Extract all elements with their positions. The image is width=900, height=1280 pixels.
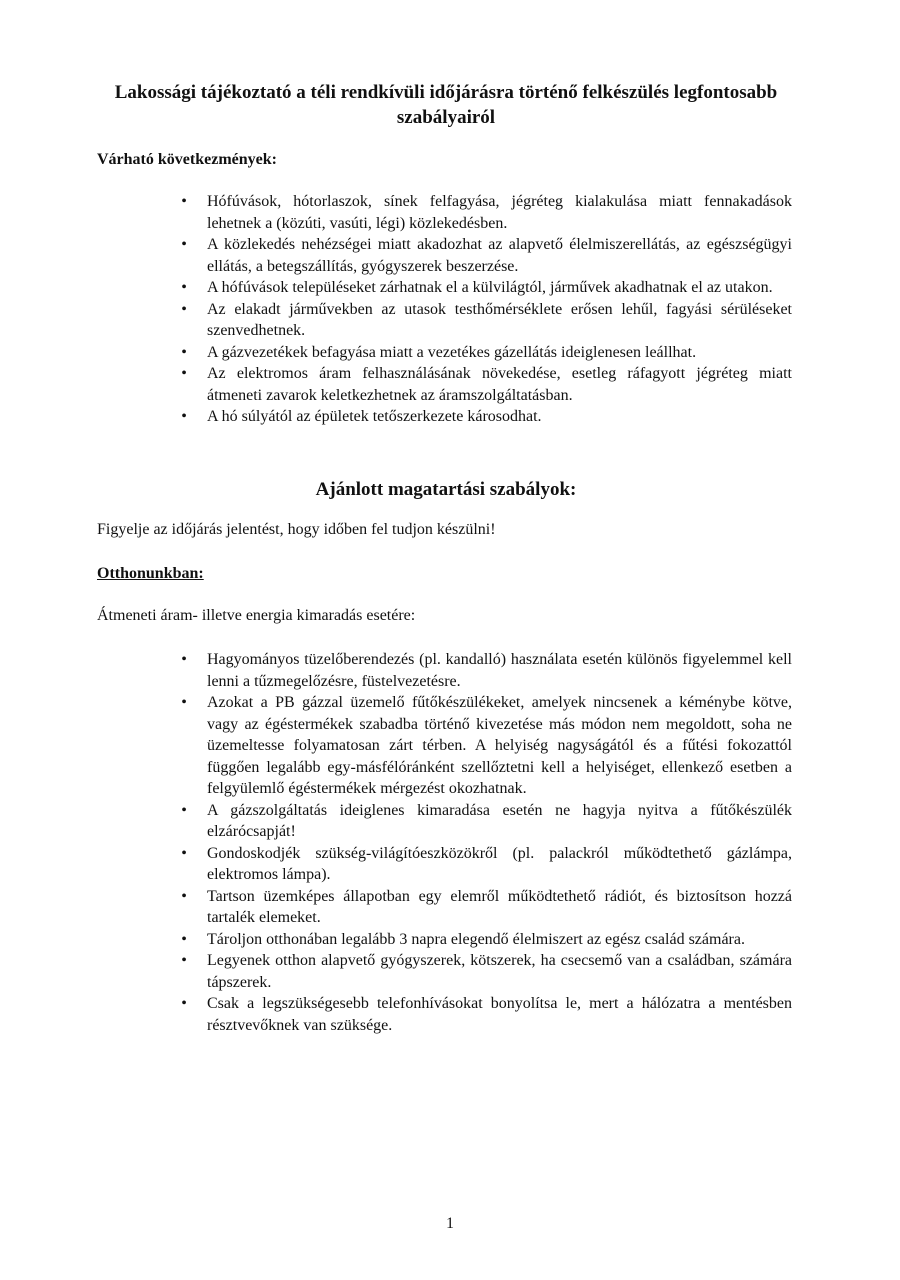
bullet-icon: •	[181, 651, 187, 668]
section-heading-consequences: Várható következmények:	[97, 151, 277, 168]
subintro-paragraph: Átmeneti áram- illetve energia kimaradás esetére:	[97, 607, 416, 624]
bullet-icon: •	[181, 408, 187, 425]
document-title: Lakossági tájékoztató a téli rendkívüli időjárásra történő felkészülés legfontosabb szabályairól	[114, 82, 778, 128]
list-item: • Tároljon otthonában legalább 3 napra elegendő élelmiszert az egész család számára.	[207, 929, 792, 951]
list-item: • Hófúvások, hótorlaszok, sínek felfagyása, jégréteg kialakulása miatt fennakadások lehetnek a (közúti, vasúti, légi) közlekedésben.	[207, 191, 792, 234]
list-item: • Hagyományos tüzelőberendezés (pl. kandalló) használata esetén különös figyelemmel kell lenni a tűzmegelőzésre, füstelvezetésre.	[207, 649, 792, 692]
bullet-icon: •	[181, 236, 187, 253]
list-item: • A gázszolgáltatás ideiglenes kimaradása esetén ne hagyja nyitva a fűtőkészülék elzárócsapját!	[207, 800, 792, 843]
list-item: • A gázvezetékek befagyása miatt a vezetékes gázellátás ideiglenesen leállhat.	[207, 342, 792, 364]
bullet-icon: •	[181, 952, 187, 969]
page-number: 1	[446, 1215, 454, 1232]
bullet-icon: •	[181, 343, 187, 361]
list-item: • Tartson üzemképes állapotban egy elemről működtethető rádiót, és biztosítson hozzá tartalék elemeket.	[207, 886, 792, 929]
section-heading-recommendations: Ajánlott magatartási szabályok:	[315, 479, 577, 500]
bullet-icon: •	[181, 193, 187, 210]
bullet-icon: •	[181, 887, 187, 905]
list-item: • Legyenek otthon alapvető gyógyszerek, kötszerek, ha csecsemő van a családban, számára tápszerek.	[207, 950, 792, 993]
list-item: • A hó súlyától az épületek tetőszerkezete károsodhat.	[207, 406, 792, 428]
list-item: • Csak a legszükségesebb telefonhívásokat bonyolítsa le, mert a hálózatra a mentésben résztvevőknek van szüksége.	[207, 993, 792, 1036]
list-item: • A hófúvások településeket zárhatnak el a külvilágtól, járművek akadhatnak el az utakon.	[207, 277, 792, 299]
list-item: • A közlekedés nehézségei miatt akadozhat az alapvető élelmiszerellátás, az egészségügyi ellátás, a betegszállítás, gyógyszerek beszerzése.	[207, 234, 792, 277]
list-item: • Gondoskodjék szükség-világítóeszközökről (pl. palackról működtethető gázlámpa, elektromos lámpa).	[207, 843, 792, 886]
bullet-icon: •	[181, 279, 187, 296]
bullet-icon: •	[181, 844, 187, 862]
recommendations-list	[181, 649, 792, 1036]
list-item: • Az elakadt járművekben az utasok testhőmérséklete erősen lehűl, fagyási sérüléseket szenvedhetnek.	[207, 299, 792, 342]
list-item: • Az elektromos áram felhasználásának növekedése, esetleg ráfagyott jégréteg miatt átmeneti zavarok keletkezhetnek az áramszolgáltatásban.	[207, 363, 792, 406]
bullet-icon: •	[181, 300, 187, 318]
consequences-list	[181, 191, 792, 428]
bullet-icon: •	[181, 694, 187, 711]
bullet-icon: •	[181, 365, 187, 382]
subheading-at-home: Otthonunkban:	[97, 565, 204, 582]
bullet-icon: •	[181, 801, 187, 819]
bullet-icon: •	[181, 930, 187, 948]
list-item: • Azokat a PB gázzal üzemelő fűtőkészülékeket, amelyek nincsenek a kéménybe kötve, vagy az égéstermékek szabadba történő kivezetése más módon nem megoldott, soha ne üzemeltesse folyamatosan zárt térben. A helyiség nagyságától és a fűtési fokozattól függően legalább egy-másfélóránként szellőztetni kell a helyiséget, ellenkező esetben a felgyülemlő égéstermékek mérgezést okozhatnak.	[207, 692, 792, 800]
bullet-icon: •	[181, 995, 187, 1012]
intro-paragraph: Figyelje az időjárás jelentést, hogy időben fel tudjon készülni!	[97, 521, 496, 538]
